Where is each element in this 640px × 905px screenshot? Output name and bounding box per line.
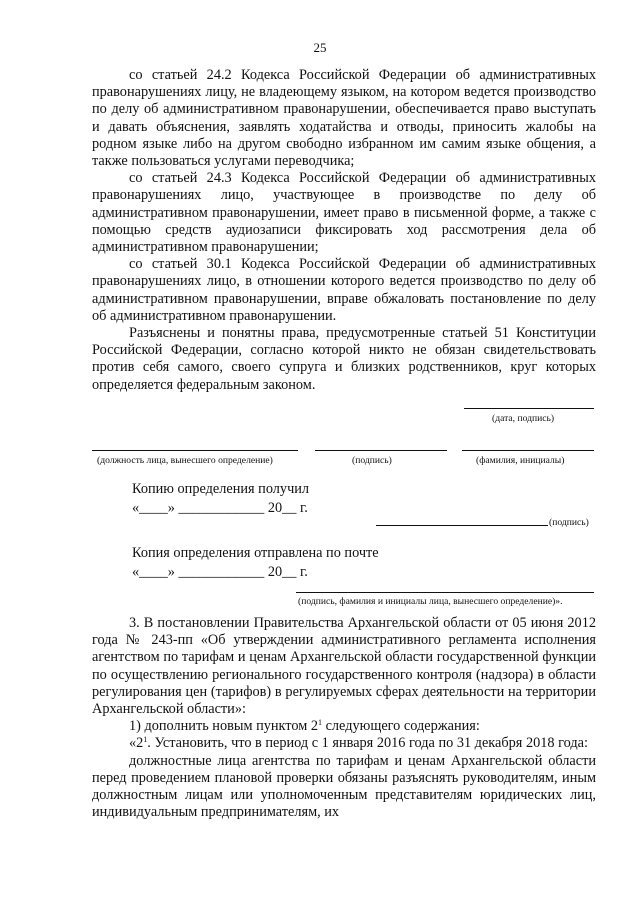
signature-line <box>315 450 447 451</box>
rights-explanation-block <box>92 67 596 394</box>
date-sign-caption: (дата, подпись) <box>492 413 555 424</box>
surname-line <box>462 450 594 451</box>
surname-caption: (фамилия, инициалы) <box>476 455 565 466</box>
paragraph-article-24-2: со статьей 24.2 Кодекса Российской Федерации об административных правонарушениях лицу, не владеющему языком, на котором ведется производство по делу об административном правонарушении, обеспечивается право выступать и давать объяснения, заявлять ходатайства и отводы, приносить жалобы на родном языке либо на другом свободно избранном им самим языке общения, а также пользоваться услугами переводчика; <box>92 67 596 170</box>
paragraph-officials-duty: должностные лица агентства по тарифам и ценам Архангельской области перед проведением плановой проверки обязаны разъяснять руководителям, иным должностным лицам или уполномоченным представителям юридических лиц, индивидуальным предпринимателям, их <box>92 752 596 821</box>
copy-sent-caption: (подпись, фамилия и инициалы лица, вынесшего определение)». <box>298 596 563 607</box>
copy-sent-title: Копия определения отправлена по почте <box>132 545 379 561</box>
item-2-1: «$2^1$. Установить, что в период с 1 января 2016 года по 31 декабря 2018 года: <box>129 735 588 752</box>
date-sign-line <box>464 408 594 409</box>
copy-received-sign-line <box>376 525 548 526</box>
signature-caption: (подпись) <box>352 455 392 466</box>
copy-sent-block <box>132 544 379 582</box>
paragraph-constitution-article-51: Разъяснены и понятны права, предусмотренные статьей 51 Конституции Российской Федерации, согласно которой никто не обязан свидетельствовать против себя самого, своего супруга и близких родственников, круг которых определяется федеральным законом. <box>92 325 596 393</box>
page-number: 25 <box>313 40 327 55</box>
paragraph-article-24-3: со статьей 24.3 Кодекса Российской Федерации об административных правонарушениях лицо, участвующее в производстве по делу об административном правонарушении, имеет право в письменной форме, а также с помощью средств аудиозаписи фиксировать ход рассмотрения дела об административном правонарушении; <box>92 170 596 256</box>
copy-sent-sign-line <box>296 592 594 593</box>
paragraph-article-30-1: со статьей 30.1 Кодекса Российской Федерации об административных правонарушениях лицо, в отношении которого ведется производство по делу об административном правонарушении, вправе обжаловать постановление по делу об административном правонарушении. <box>92 256 596 324</box>
copy-received-sign-caption: (подпись) <box>549 517 589 528</box>
section-3-block <box>92 615 596 821</box>
copy-received-block <box>132 480 309 518</box>
position-line <box>92 450 298 451</box>
paragraph-section-3: 3. В постановлении Правительства Архангельской области от 05 июня 2012 года № 243-пп «Об утверждении административного регламента исполнения агентством по тарифам и ценам Архангельской области государственной функции по осуществлению регионального государственного контроля (надзора) в области регулирования цен (тарифов) в регулируемых сферах деятельности на территории Архангельской области»: <box>92 615 596 718</box>
copy-received-title: Копию определения получил <box>132 481 310 497</box>
position-caption: (должность лица, вынесшего определение) <box>97 455 273 466</box>
copy-sent-date: «____» ____________ 20__ г. <box>132 564 308 580</box>
item-1: 1) дополнить новым пунктом $2^1$ следующего содержания: <box>129 718 480 735</box>
copy-received-date: «____» ____________ 20__ г. <box>132 500 308 516</box>
